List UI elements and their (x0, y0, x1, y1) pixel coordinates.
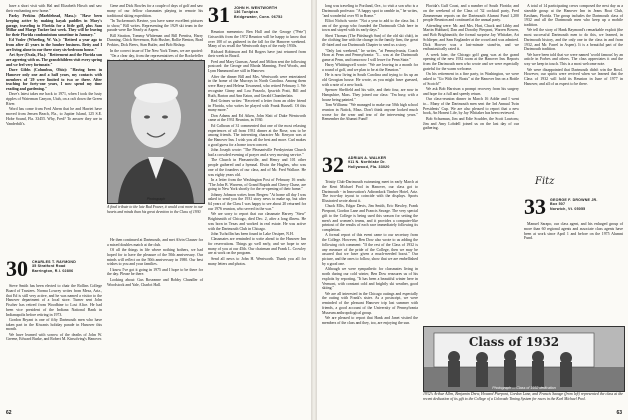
secretary-name: GEORGE F. DROWNE JR. (550, 198, 598, 202)
paragraph: Looking about: Gus Roseanne and Bobby Chandler of Woodstock and Yale, Charlot Hall. (107, 277, 203, 287)
paragraph: He then continued at Dartmouth, and met Alvin Clauser for a mixed doubles match at the club. (107, 238, 203, 247)
photo-label: Photograph (146, 197, 166, 201)
paragraph: Red Grimes writes: "Received a letter from an older friend in Florida, who writes he played with Frank Russell. Of this many more." (208, 98, 306, 113)
secretary-address: 35 Stratford Road (32, 264, 66, 269)
class-number-30: 30 (6, 256, 28, 281)
paragraph: We were disappointed that Dartmouth didn't win the Bowl. However, our spirits were revived when we learned that the Class of 1932 will hold its Reunion in June of 1977 in Hanover, and all of us expect to be there. (524, 67, 623, 86)
paragraph: long was traveling to Portland, Ore., to visit a son who is a Dartmouth professor. "A happy spot to ramble in," he writes, "and wonderful over 95 in Rome." (322, 4, 418, 18)
paragraph: A total of 14 participating crews composed the next day as a sizeable group at the Hanover Inn in Jeans Boat Club, Eastham, Florida. The group includes the Dartmouth class of 1932 and all the Dartmouth men who keep up a mobile tradition. (524, 4, 623, 27)
paragraph: Bob Schurman, Jim and Edie Scudder, the Scott Lawtons; Jim and Amy Lobdell joined us on the last day of our gathering. (423, 116, 519, 131)
right-column-1 (322, 4, 418, 150)
paragraph: Word has come from Fred Ahern that he and Harriet have moved from Jensen Beach, Fla., to Jupiter Island, 125 S.E. Hobe Sound, Fla. 33455. Why, Fred? To answer they are in Vanderbilt's. (6, 107, 102, 126)
paragraph: Gene and Dick Bowles for a couple of days of golf and saw many of our fellow classmates playing in remote his traditional skiing expedition. (107, 4, 203, 18)
paragraph: Dave's latest takes me back to 1971, when I took the lusty ripples of Waterman Canyon, Utah, on a raft down the Green River. (6, 92, 102, 106)
left-column-1 (6, 4, 102, 250)
paragraph: Send all news to John H. Wentworth. Thank you all for many letters and photos. (208, 256, 306, 266)
paragraph: Art Ayer (Ocala, Fla.): "Retirement and the Florida sun are agreeing with us. The grandchildren visit every spring and we feel very fortunate." (6, 53, 103, 67)
paragraph: We ask Bob Harrison a prompt recovery from his surgery and hope for a full and speedy return. (423, 87, 519, 96)
secretary-address: Box 507 (550, 202, 566, 207)
right-column-2 (423, 4, 519, 322)
secretary-name: JOHN H. WENTWORTH (234, 6, 278, 10)
paragraph: Parky Perkins (Marblehead, Mass.): "Have been keeping active by making kayak paddles in Mary's garage, traveling to Florida for a little golf, plus Sam Millar and Marge Tucker last week. They will be leaving for their Florida condominium sometime in January." (6, 14, 102, 38)
left-column-3 (208, 30, 306, 402)
paragraph: Ed Vosler (Wheeling, W. Va.): "Retired a year ago to from after 41 years in the lumber business. Betty and I are living alone in our three story six-bedroom house." (6, 38, 102, 52)
page-number-left: 62 (6, 410, 12, 416)
class-32-secretary (348, 156, 418, 169)
paragraph: Of all the things in life where nothing bothers, we had hoped for to have the pleasure of the 50th anniversary. Our minds will reflect on the 50th anniversary in 1980. Our best wishes to you and your families. (107, 248, 203, 267)
paragraph: Florida's Gulf Coast, and a number of South Florida; and on the weekend of the Class of '32 cocktail party, Fred Zimmerman reports on the Dartmouth Alumni Fund 1,200 people Reunion and continued at the annual party. (423, 4, 519, 23)
paragraph: A formal report of this event came to our secretary from the College. However, Ben Dow also wrote to us adding the following rich comment: "If the rest of the Class of 1932 is any measure of the pride of the College, then we may be assured that we have given a much-needed boost." Our picture, and the ones to follow, show that we are embellished by a good one. (322, 233, 418, 266)
right-column-3-lower (524, 222, 623, 318)
class-banner: Class of 1932 (468, 335, 560, 349)
paragraph: Chuck Ellis, Edgar Davis, Jim Smith, Eric Hawley, Frank Pierpont, Gordon Lane and Francis Savage. The very special gift to the College is being used this season for setting the men's and women's teams, and it provides a computer-like printout of the results of each race immediately following its completion. (322, 204, 418, 233)
paragraph: We have learned with sorrow of the deaths of John W. Greene, Edward Burke, and Robert M. Kinsolving's Hanover. (6, 332, 102, 342)
secretary-address: 911 N. Northlake Dr. (348, 160, 386, 165)
right-column-1-lower (322, 180, 418, 402)
paragraph: Ed Calhoun of 31 commented that one of the most relaxing experiences of all from 1931 dinner at the Rose, was to be among friends. The interesting character Mr. Kenyon was at the Hanover Inn. I wish you all the best and more. Carl makes a good guess for a home town concert. (208, 123, 306, 147)
paragraph: Steve Smith has been elected to chair the Rollins College Board of Trustees. Norma Lowrey writes from Mesa, Ariz., that Ed is still very active, and he was named a visitor to the Hanover department of a local store. Turner sent John Fischer has retired from Woodbine to Lost Alice. He had been vice president of the Indiana National Bank in Indianapolis before retiring in 1973. (6, 284, 102, 317)
secretary-city: Bridgewater, Conn. 06752 (234, 14, 283, 19)
paragraph: "On a clear day, from the representatives of the Rockefeller (110, 53, 203, 58)
paragraph: Although we were sympathetic for classmates living in north during our cold winter, Ben Dow reassures us of his exploits by reporting, "It has been a beautiful winter here in Vermont, with constant cold and brightly ski weather, good skiing." (322, 267, 418, 291)
group-photo-caption: 1932's Arthur Allen, Benjamin Drew, Howard Pierpont, Gordon Lane, and Francis Savage (from left) represented the class at the recent dedication of its gift to the College of a Colorado Timing System for races in the Karl Michael Pool. (423, 392, 623, 401)
page-number-right: 63 (616, 410, 622, 416)
paragraph: Bill Stratton, Tommy Whiteman and Bill Prentiss, Harry Dunning, Chick Stevenson, Bob Husher, Rollie Benton, Brad Perkins, Dick Beers, Stan Butler, and Bob Bishop. (107, 33, 203, 48)
paragraph: Manuel Sarapo, our class agent, and his enlarged group of more than 60 regional agents and associate class agents have been at work since April 1 and before on the 1975 Alumni Fund. (524, 222, 623, 241)
secretary-city: Norwich, Vt. 05055 (550, 206, 586, 211)
paragraph: I know I've got it going in 1975 and I hope to be there for the day. Please be there. (107, 267, 203, 277)
paragraph: Classmates are reminded to write ahead to the Hanover Inn for reservations. Things go well early, and we hope to see many of you at our 45th. Our chairman and Frank L. Crowley are at work on the program. (208, 237, 306, 256)
right-page (317, 0, 628, 420)
portrait-photo (107, 60, 205, 204)
paragraph: Elliot Nichols wrote: "Not a year to add to the class list. I am of the group who founded the Dartmouth Club here in town and stayed with its early days." (322, 18, 418, 33)
paragraph: Sheri Thomas (The Pittsburgh Sun) of the old ski club), in the clothing line with the change in the family firm, the great ill-fated and our Dartmouth Chapter to send us a story. (322, 33, 418, 48)
group-photo (423, 326, 625, 392)
paragraph: On his retirement in a fine party, in Washington, we were asked to "Go With the Boats" at the Hanover Inn on a Bottle of Scotch!" (423, 72, 519, 86)
portrait-illustration (108, 61, 204, 203)
class-number-31: 31 (208, 2, 230, 27)
paragraph: "In Tuckerman's Ravine, you have some excellent pictures to show," Bill writes. Representing the 1929 ski team in the parade were Ike Nearly at Aspen. (107, 18, 203, 33)
signature: Fitz (535, 176, 555, 187)
paragraph: A week later, the Chicago golf gang was at the grand opening of the new 1932 room at the Hanover Inn. Reports from the Dartmouth men who wrote and we were especially grateful for the warm welcome. (423, 52, 519, 71)
secretary-city: Hollywood, Fla. 33020 (348, 164, 390, 169)
paragraph: After the dinner Bill and Mrs. Wentworth were entertained in the home of the Murrays in North Carolina. Among them were Harry and Helena Townsend, who retired February 1. We recognize Ginny and Lou Pozzolo, Ipswich Pratt, Bill and Ruth, Barton and Ann Eaton, and Gerald Chamberlain. (208, 74, 306, 98)
paragraph: "Only last weekend," he writes, "at Pennsylvania, Coach Horn at Penn and Pennsylvania: "I... was at the Dartmouth game at Penn, and tomorrow I will leave for Penn State." (322, 48, 418, 63)
paragraph: John Joseph wrote: "The Pleasantville Presbyterian Church had a crowded evening of prayer and a very moving service." (208, 148, 306, 157)
paragraph: The Church in Pleasantville, and Henry and 101 other people gathered and a hymnal. Elwin the Hughes, who was one of the founders of our class, and of Mr. Fred Wallace. He was eighty years old. (208, 158, 306, 177)
paragraph: Don Adams and Ed Aiken, John Slatt of Duke Wentworth came at the 1931 Reunion, in 1930. (208, 113, 306, 123)
secretary-address: 136 Tunipica (234, 10, 258, 15)
paragraph: Reunion mementos: Ben Hall and the George ("Pete") Griswolds from the 1972 Reunion will be happy to know that over 100 of us gathered in the fall for the Hanover weekend. Many of us recall the Wentworth days of the early 1930s. (208, 30, 306, 49)
right-column-3 (524, 4, 623, 172)
paragraph: Attending were: Mr. and Mrs. Hart, Chuck and Libby and Martin Hubbard, Dan and Dorothy Pierpont, Warren Bowen, and Bob Brightsmith; the formal surprise Jay Whitaker, Art Schlieper, and Sam Englander at the crowd and was admired. Dick Hoover was a last-minute stand-in, and we enthusiastically rated it. (423, 23, 519, 52)
paragraph: We are pleased to report that Hank and Janet visited the members of the class and they, too, are enjoying the sun. (322, 315, 418, 325)
paragraph: Dave Gibbs (Columbus, Ohio): "Having been in Hanover only one and a half years, my contacts with members of '29 were limited to two or three. After teaching for forty-one years, I now spend my time reading and gardening." (6, 68, 102, 92)
class-31-secretary (234, 6, 306, 19)
left-column-1-lower (6, 284, 102, 402)
class-number-33: 33 (524, 194, 546, 219)
paragraph: Our class-reunion dinner in March 16 Addie and I went to... Many of the Dartmouth men sent the 3rd Annual Twin Presidents' Cup. We are also pleased to report that a new book, An Honest Life, by Jay Whitaker has been reviewed. (423, 97, 519, 116)
paragraph: John Tschollin has been found in Lake Ossipee, N.H. (211, 231, 294, 236)
portrait-caption: A final tribute to the late Bud Frazer, it would cost more to our hearts and minds than his great devotion to the Class of 1930. (107, 205, 203, 214)
paragraph: In the correct issue of The New York Times, we are quoted: (110, 48, 203, 53)
secretary-name: CHARLES T. RAYMOND (32, 260, 76, 264)
paragraph: We have been told that we were named 'world famous' by an article in Forbes and others. The class appreciates it and the way we keep in touch. This is a most welcome note. (524, 52, 623, 67)
paragraph: We are all interested in the Chicago outings and especially the outing with Frank's sister. As a postscript, we were reminded of the pleasant Hanover trip last summer with friends, a good account of the University of Pennsylvania Museum anthropological group. (322, 291, 418, 315)
paragraph: Gordon Bryant is one of fifty Dartmouth men who have taken part in the Kiwanis holiday parade in Hanover this month. (6, 317, 102, 332)
paragraph: Richard Robinson and Ed Rogers have just returned from their week in Brazil. (208, 49, 306, 59)
class-33-secretary (550, 198, 623, 211)
paragraph: We tell the story of Hank Raymond's remarkable exploit (the most successful Dartmouth men to do this, we learned, in Dartmouth history, and the only one in the class in and from 1932, and Mr. Farrel in Aspen). It is a beautiful part of the Dartmouth tradition. (524, 28, 623, 52)
class-30-secretary (32, 260, 102, 273)
left-page (0, 0, 311, 420)
paragraph: have a short visit with Hal and Elizabeth Hirsch and saw their enchanting new home." (6, 4, 102, 13)
group-photo-label: Photograph — Class of 1932 dedication (492, 386, 556, 390)
paragraph: Trinity Club-Dartmouth swimming meet in early March at the Kent Michael Pool in Hanover, our class got to Dartmouth - in Innovation's Adirondack Timber Hotel, Ariz. The two-day tryout to coincide with the displays. Sports Illustrated wrote about it. (322, 180, 418, 203)
left-column-2-lower (107, 238, 203, 402)
paragraph: Tom Williams: "We managed to make our 50th high school reunion in Natick, Mass. Don't think anyone looked much worse for the wear and tear of the intervening years." Remember the Alumni Fund! (322, 103, 418, 122)
paragraph: Spencer Sheffield and his wife, and their four, are now in Hampshire, Mass. They joined our class: "I'm busy, with a house being painted." (322, 88, 418, 102)
paragraph: We are sorry to report that our classmate Harvey "Stew" Brightsmith of Chicago, died Dec. 2, after a long illness. He was born in Texas and worked in real estate. He was active with the Dartmouth Club in Chicago. (208, 212, 306, 231)
paragraph: Harry Whittingwell wrote: "We are leaving in a month for a round of golf, and we plan to be at the Reunion." (322, 63, 418, 73)
paragraph: Johnny Johnson writes from Bergen: "At home all day I was asked to send you the 1931 story news to make up, but after 64 years of the Class I was happy to see about 20 returned for our 1976 reunion, who served in the war." (208, 192, 306, 211)
paragraph: He is now living in South Carolina and trying to fix up an old Georgian house. He wrote, as you might have guessed, with a note of a new book. (322, 73, 418, 87)
class-number-32: 32 (322, 152, 344, 177)
paragraph: In a letter from the Washington Post of February 16 reads: "The John B. Warrens, of Grand Rapids and Cherry Chase, are going to New York shortly for the re-opening of their home." (208, 177, 306, 192)
left-column-2 (107, 4, 203, 56)
secretary-name: ADRIAN A. WALKER (348, 156, 387, 160)
paragraph: Fred and Mary Gunson, Ansel and Milton sent the following postcard: the George and Rhoda Manning, Fred Woods, and Lynn Hammond are still in Hanover. (208, 59, 306, 74)
secretary-city: Barrington, R.I. 02806 (32, 268, 74, 273)
